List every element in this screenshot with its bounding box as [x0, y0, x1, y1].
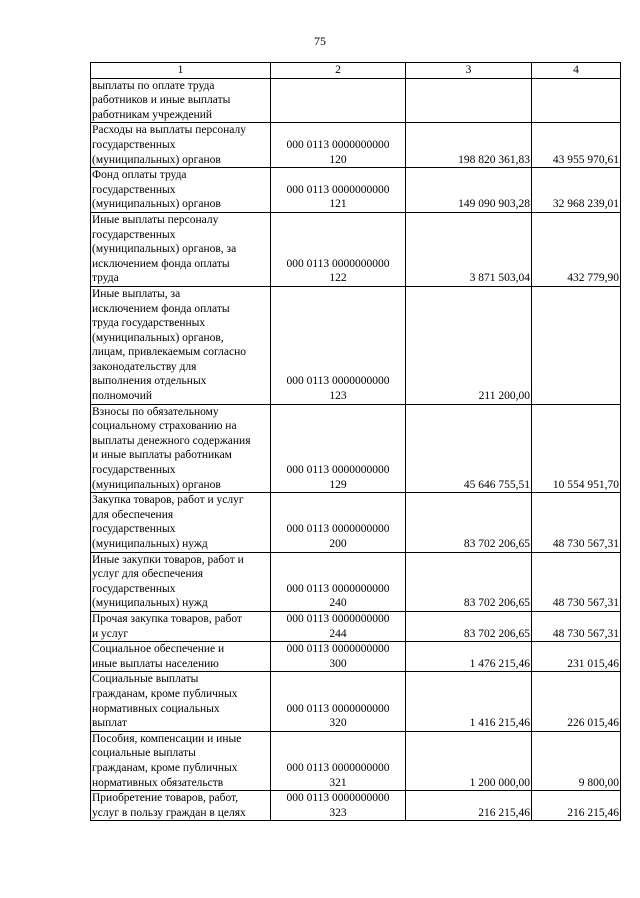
row-code-cell: 000 0113 0000000000 323 — [271, 791, 406, 821]
table-row — [91, 611, 621, 641]
row-name-cell: Расходы на выплаты персоналу государственных (муниципальных) органов — [91, 123, 271, 168]
row-amount-plan-cell: 45 646 755,51 — [406, 404, 532, 493]
row-name-cell: Взносы по обязательному социальному страхованию на выплаты денежного содержания и иные выплаты работникам государственных (муниципальных) органов — [91, 404, 271, 493]
row-name-cell: Социальные выплаты гражданам, кроме публичных нормативных социальных выплат — [91, 672, 271, 731]
table-row — [91, 672, 621, 731]
row-amount-exec-cell: 231 015,46 — [532, 642, 621, 672]
table-row — [91, 493, 621, 552]
row-name-cell: Прочая закупка товаров, работ и услуг — [91, 611, 271, 641]
row-amount-exec-cell: 48 730 567,31 — [532, 493, 621, 552]
row-amount-plan-cell: 149 090 903,28 — [406, 168, 532, 213]
table-row — [91, 404, 621, 493]
row-name-cell: Фонд оплаты труда государственных (муниципальных) органов — [91, 168, 271, 213]
row-amount-plan-cell: 198 820 361,83 — [406, 123, 532, 168]
table-row — [91, 791, 621, 821]
table-row — [91, 642, 621, 672]
table-row — [91, 123, 621, 168]
header-row — [91, 63, 621, 79]
row-code-cell: 000 0113 0000000000 200 — [271, 493, 406, 552]
row-amount-exec-cell: 216 215,46 — [532, 791, 621, 821]
row-code-cell: 000 0113 0000000000 240 — [271, 552, 406, 611]
row-code-cell: 000 0113 0000000000 320 — [271, 672, 406, 731]
row-amount-plan-cell: 1 476 215,46 — [406, 642, 532, 672]
row-name-cell: выплаты по оплате труда работников и иные выплаты работникам учреждений — [91, 78, 271, 123]
row-code-cell: 000 0113 0000000000 123 — [271, 286, 406, 404]
row-amount-plan-cell: 83 702 206,65 — [406, 493, 532, 552]
row-code-cell: 000 0113 0000000000 129 — [271, 404, 406, 493]
row-amount-exec-cell: 226 015,46 — [532, 672, 621, 731]
row-code-cell: 000 0113 0000000000 121 — [271, 168, 406, 213]
table-row — [91, 168, 621, 213]
row-code-cell: 000 0113 0000000000 321 — [271, 731, 406, 790]
row-amount-plan-cell — [406, 78, 532, 123]
budget-table — [90, 62, 621, 821]
row-amount-exec-cell: 32 968 239,01 — [532, 168, 621, 213]
row-code-cell — [271, 78, 406, 123]
page-number: 75 — [314, 34, 326, 48]
row-amount-plan-cell: 83 702 206,65 — [406, 611, 532, 641]
row-name-cell: Иные закупки товаров, работ и услуг для обеспечения государственных (муниципальных) нужд — [91, 552, 271, 611]
row-amount-exec-cell: 9 800,00 — [532, 731, 621, 790]
row-amount-plan-cell: 1 416 215,46 — [406, 672, 532, 731]
row-code-cell: 000 0113 0000000000 120 — [271, 123, 406, 168]
table-row — [91, 212, 621, 286]
row-amount-exec-cell: 10 554 951,70 — [532, 404, 621, 493]
row-amount-exec-cell — [532, 78, 621, 123]
row-amount-plan-cell: 211 200,00 — [406, 286, 532, 404]
row-code-cell: 000 0113 0000000000 244 — [271, 611, 406, 641]
table-row — [91, 552, 621, 611]
row-amount-exec-cell: 43 955 970,61 — [532, 123, 621, 168]
row-amount-exec-cell — [532, 286, 621, 404]
table-row — [91, 731, 621, 790]
row-amount-plan-cell: 3 871 503,04 — [406, 212, 532, 286]
table-row — [91, 286, 621, 404]
table-row — [91, 78, 621, 123]
row-amount-plan-cell: 1 200 000,00 — [406, 731, 532, 790]
row-name-cell: Иные выплаты персоналу государственных (муниципальных) органов, за исключением фонда оплаты труда — [91, 212, 271, 286]
row-amount-exec-cell: 432 779,90 — [532, 212, 621, 286]
row-code-cell: 000 0113 0000000000 300 — [271, 642, 406, 672]
header-col-3: 3 — [406, 63, 532, 79]
row-amount-exec-cell: 48 730 567,31 — [532, 611, 621, 641]
row-code-cell: 000 0113 0000000000 122 — [271, 212, 406, 286]
row-name-cell: Закупка товаров, работ и услуг для обеспечения государственных (муниципальных) нужд — [91, 493, 271, 552]
header-col-4: 4 — [532, 63, 621, 79]
row-name-cell: Приобретение товаров, работ, услуг в пользу граждан в целях — [91, 791, 271, 821]
row-name-cell: Социальное обеспечение и иные выплаты населению — [91, 642, 271, 672]
row-name-cell: Иные выплаты, за исключением фонда оплаты труда государственных (муниципальных) органов, лицам, привлекаемым согласно законодательству для выполнения отдельных полномочий — [91, 286, 271, 404]
header-col-1: 1 — [91, 63, 271, 79]
row-amount-plan-cell: 216 215,46 — [406, 791, 532, 821]
row-amount-exec-cell: 48 730 567,31 — [532, 552, 621, 611]
row-name-cell: Пособия, компенсации и иные социальные выплаты гражданам, кроме публичных нормативных обязательств — [91, 731, 271, 790]
header-col-2: 2 — [271, 63, 406, 79]
row-amount-plan-cell: 83 702 206,65 — [406, 552, 532, 611]
